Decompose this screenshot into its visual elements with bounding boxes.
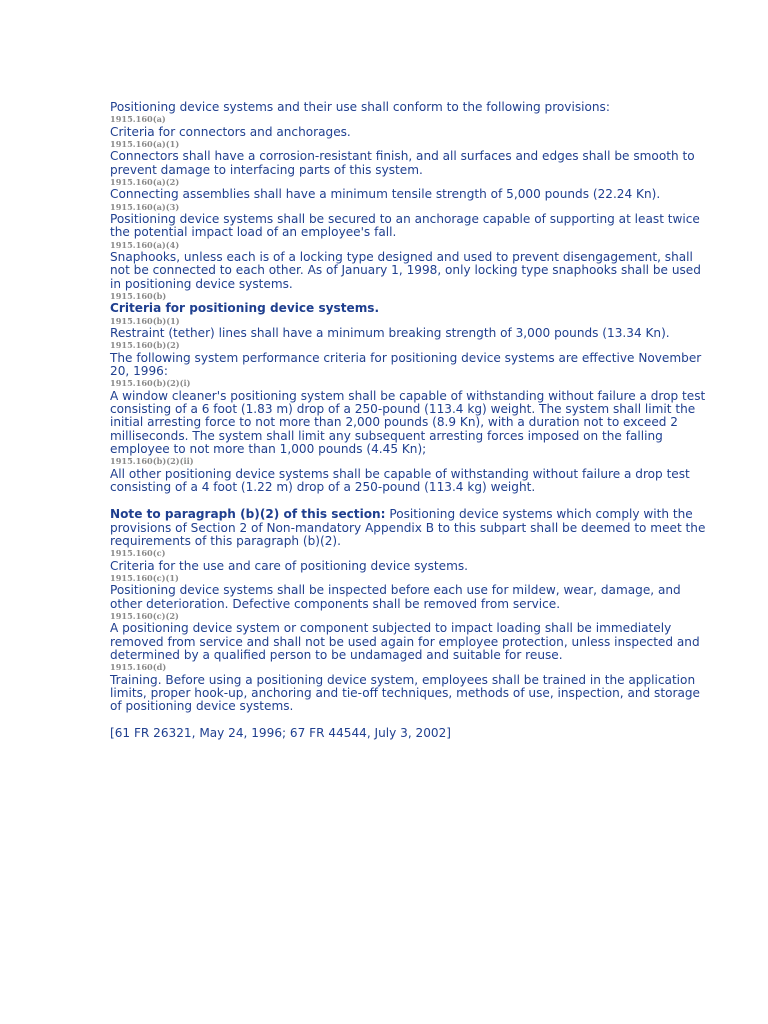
section-ref: 1915.160(b)(2)(i) xyxy=(110,378,191,389)
section-heading-b: Criteria for positioning device systems. xyxy=(110,301,380,316)
section-ref: 1915.160(a)(1) xyxy=(110,139,180,149)
section-ref: 1915.160(b)(1) xyxy=(110,315,180,326)
note-text: Positioning device systems which comply with the provisions of Section 2 of Non-mandatory Appendix B to this subpart shall be deemed to meet the requirements of this paragraph (b)(2). xyxy=(110,507,706,548)
section-ref: 1915.160(a)(2) xyxy=(110,177,180,187)
paragraph: Connecting assemblies shall have a minimum tensile strength of 5,000 pounds (22.24 Kn). xyxy=(110,187,661,202)
section-heading-c: Criteria for the use and care of positioning device systems. xyxy=(110,558,468,573)
section-ref: 1915.160(d) xyxy=(110,662,167,673)
section-heading-a: Criteria for connectors and anchorages. xyxy=(110,124,351,139)
section-ref: 1915.160(a)(4) xyxy=(110,239,180,250)
paragraph: Training. Before using a positioning device system, employees shall be trained in the application limits, proper hook-up, anchoring and tie-off techniques, methods of use, inspection, and storage of positioning device systems. xyxy=(110,672,701,714)
paragraph: A positioning device system or component subjected to impact loading shall be immediately removed from service and shall not be used again for employee protection, unless inspected and determined by a qualified person to be undamaged and suitable for reuse. xyxy=(110,621,700,662)
paragraph: Positioning device systems shall be secured to an anchorage capable of supporting at least twice the potential impact load of an employee's fall. xyxy=(110,212,700,240)
paragraph: A window cleaner's positioning system shall be capable of withstanding without failure a drop test consisting of a 6 foot (1.83 m) drop of a 250-pound (113.4 kg) weight. The system shall limit the initial arresting force to not more than 2,000 pounds (8.9 Kn), with a duration not to exceed 2 milliseconds. The system shall limit any subsequent arresting forces imposed on the falling employee to not more than 1,000 pounds (4.45 Kn); xyxy=(110,388,706,456)
section-ref: 1915.160(b)(2)(ii) xyxy=(110,456,194,467)
section-ref: 1915.160(c)(2) xyxy=(110,610,179,621)
section-ref: 1915.160(a)(3) xyxy=(110,201,180,212)
intro-text: Positioning device systems and their use shall conform to the following provisions: xyxy=(110,100,610,114)
paragraph: Connectors shall have a corrosion-resistant finish, and all surfaces and edges shall be smooth to prevent damage to interfacing parts of this system. xyxy=(110,149,695,177)
section-ref: 1915.160(b)(2) xyxy=(110,340,180,351)
paragraph: All other positioning device systems shall be capable of withstanding without failure a drop test consisting of a 4 foot (1.22 m) drop of a 250-pound (113.4 kg) weight. xyxy=(110,466,690,494)
regulation-document xyxy=(110,101,710,741)
section-ref: 1915.160(c)(1) xyxy=(110,572,179,583)
section-ref: 1915.160(b) xyxy=(110,291,167,301)
citation: [61 FR 26321, May 24, 1996; 67 FR 44544, July 3, 2002] xyxy=(110,726,452,741)
section-ref: 1915.160(c) xyxy=(110,548,166,559)
paragraph: The following system performance criteria for positioning device systems are effective November 20, 1996: xyxy=(110,350,702,379)
note-paragraph xyxy=(110,508,710,548)
paragraph: Restraint (tether) lines shall have a minimum breaking strength of 3,000 pounds (13.34 Kn). xyxy=(110,326,670,341)
note-label: Note to paragraph (b)(2) of this section: xyxy=(110,507,386,522)
paragraph: Positioning device systems shall be inspected before each use for mildew, wear, damage, and other deterioration. Defective components shall be removed from service. xyxy=(110,583,681,611)
paragraph: Snaphooks, unless each is of a locking type designed and used to prevent disengagement, shall not be connected to each other. As of January 1, 1998, only locking type snaphooks shall be used in positioning device systems. xyxy=(110,250,701,291)
section-ref: 1915.160(a) xyxy=(110,114,166,125)
